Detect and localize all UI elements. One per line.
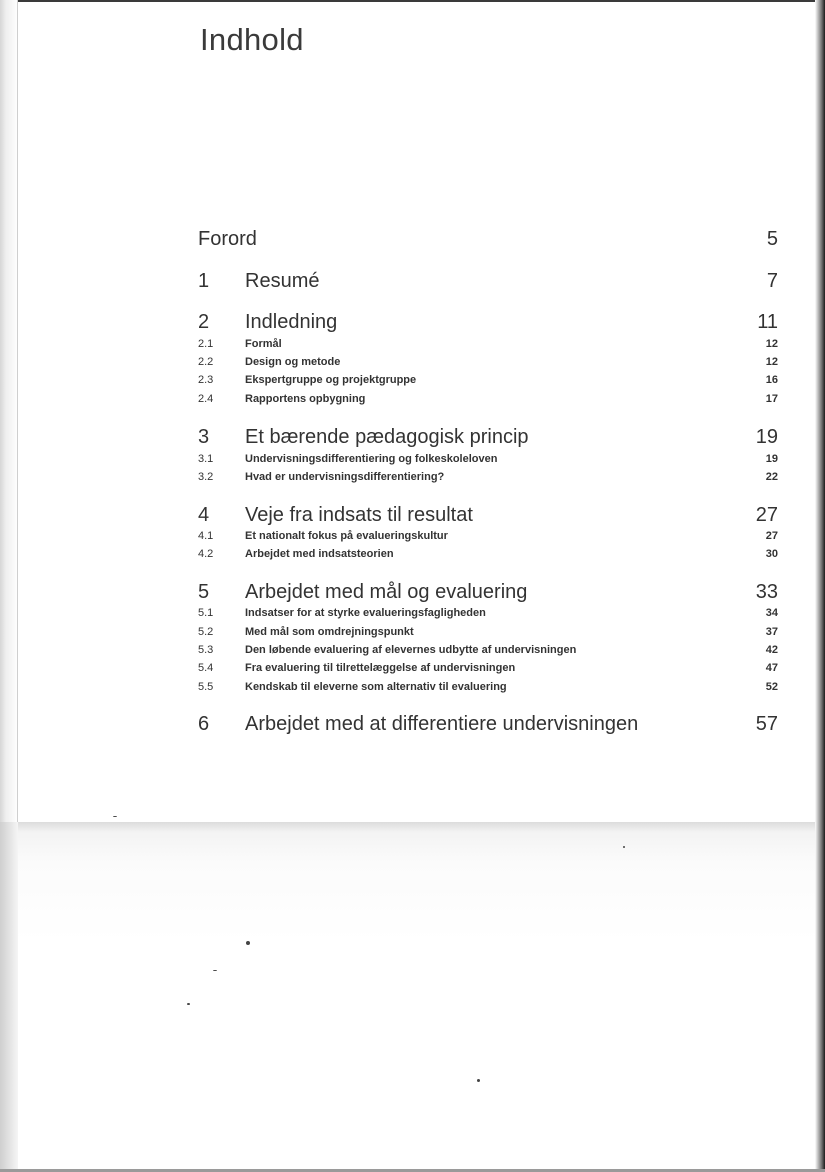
toc-section-number: 3.1 [198, 453, 214, 465]
toc-section-title: Fra evaluering til tilrettelæggelse af undervisningen [245, 662, 516, 674]
toc-chapter-number: 4 [198, 504, 210, 526]
page-title: Indhold [200, 22, 304, 57]
toc-section-number: 3.2 [198, 471, 214, 483]
toc-page-number: 11 [757, 311, 778, 333]
scan-speck [113, 816, 117, 817]
toc-section-number: 5.2 [198, 626, 214, 638]
toc-section-number: 2.1 [198, 338, 214, 350]
toc-chapter-number: 6 [198, 713, 210, 735]
toc-section-title: Kendskab til eleverne som alternativ til evaluering [245, 681, 507, 693]
toc-section-title: Design og metode [245, 356, 341, 368]
toc-section-title: Rapportens opbygning [245, 393, 366, 405]
toc-page-number: 27 [765, 530, 778, 542]
toc-section-title: Ekspertgruppe og projektgruppe [245, 374, 417, 386]
toc-section-title: Hvad er undervisningsdifferentiering? [245, 471, 445, 483]
scan-top-edge [0, 0, 825, 2]
toc-chapter-number: 2 [198, 311, 210, 333]
toc-page-number: 33 [755, 581, 778, 603]
toc-section-number: 2.3 [198, 374, 214, 386]
toc-page-number: 16 [765, 374, 778, 386]
toc-section-number: 5.3 [198, 644, 214, 656]
toc-chapter-title: Forord [198, 228, 257, 250]
toc-section-number: 5.1 [198, 607, 214, 619]
scan-left-shadow [0, 0, 18, 822]
toc-section-number: 5.4 [198, 662, 214, 674]
toc-section-title: Undervisningsdifferentiering og folkeskoleloven [245, 453, 498, 465]
toc-section-title: Et nationalt fokus på evalueringskultur [245, 530, 448, 542]
toc-page-number: 42 [765, 644, 778, 656]
toc-page-number: 19 [755, 426, 778, 448]
scan-speck [213, 970, 217, 971]
toc-page-number: 37 [765, 626, 778, 638]
toc-section-number: 2.2 [198, 356, 214, 368]
toc-page-number: 52 [765, 681, 778, 693]
scan-lower-band [0, 822, 815, 1172]
toc-page-number: 30 [765, 548, 778, 560]
toc-chapter-title: Arbejdet med mål og evaluering [245, 581, 528, 603]
toc-chapter-number: 3 [198, 426, 210, 448]
toc-section-number: 5.5 [198, 681, 214, 693]
toc-chapter-title: Veje fra indsats til resultat [245, 504, 473, 526]
toc-page-number: 57 [755, 713, 778, 735]
toc-section-number: 4.2 [198, 548, 214, 560]
toc-section-title: Arbejdet med indsatsteorien [245, 548, 394, 560]
toc-page-number: 12 [765, 338, 778, 350]
toc-page-number: 17 [765, 393, 778, 405]
scan-speck [477, 1079, 480, 1082]
toc-page-number: 47 [765, 662, 778, 674]
toc-chapter-title: Arbejdet med at differentiere undervisningen [245, 713, 639, 735]
toc-page-number: 5 [766, 228, 778, 250]
scan-right-shadow [815, 0, 825, 1172]
toc-chapter-title: Indledning [245, 311, 338, 333]
toc-chapter-number: 1 [198, 270, 210, 292]
toc-section-title: Formål [245, 338, 282, 350]
toc-section-title: Den løbende evaluering af elevernes udbytte af undervisningen [245, 644, 577, 656]
toc-chapter-title: Et bærende pædagogisk princip [245, 426, 529, 448]
scan-speck [623, 846, 625, 848]
toc-section-title: Indsatser for at styrke evalueringsfagligheden [245, 607, 486, 619]
scan-left-line [17, 0, 18, 822]
toc-page-number: 34 [765, 607, 778, 619]
toc-page-number: 19 [765, 453, 778, 465]
toc-page-number: 7 [766, 270, 778, 292]
scan-speck [246, 941, 250, 945]
toc-section-number: 4.1 [198, 530, 214, 542]
toc-section-number: 2.4 [198, 393, 214, 405]
toc-chapter-title: Resumé [245, 270, 320, 292]
toc-section-title: Med mål som omdrejningspunkt [245, 626, 414, 638]
toc-page-number: 22 [765, 471, 778, 483]
toc-page-number: 12 [765, 356, 778, 368]
scan-speck [187, 1003, 190, 1005]
toc-page-number: 27 [755, 504, 778, 526]
toc-chapter-number: 5 [198, 581, 210, 603]
